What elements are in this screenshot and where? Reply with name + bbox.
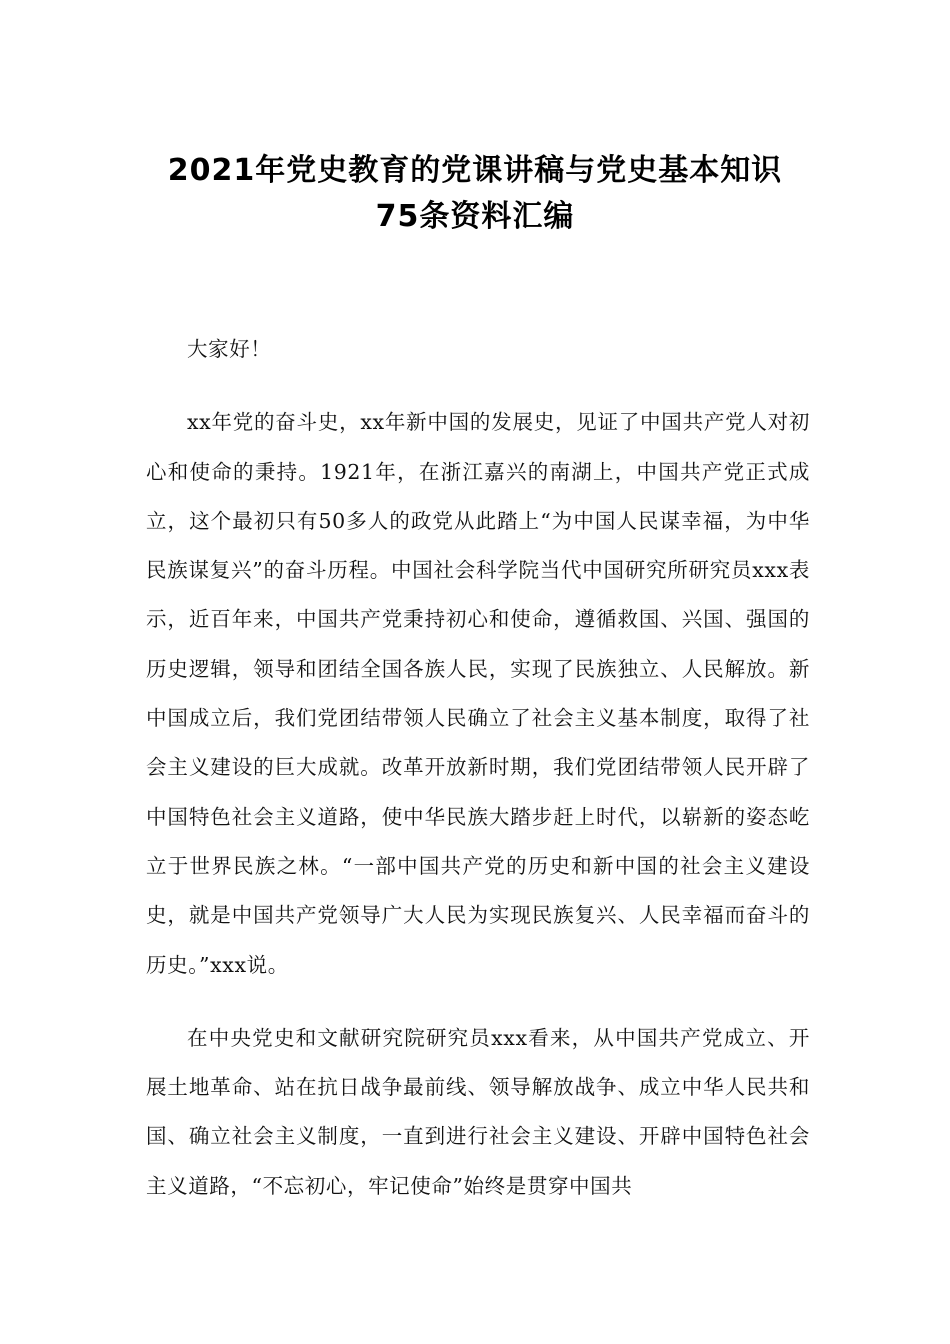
document-title [100, 148, 850, 240]
document-body [146, 325, 810, 1211]
title-line-2: 75条资料汇编 [375, 199, 575, 235]
body-paragraph-1: xx年党的奋斗史，xx年新中国的发展史，见证了中国共产党人对初心和使命的秉持。1921年，在浙江嘉兴的南湖上，中国共产党正式成立，这个最初只有50多人的政党从此踏上“为中国人民谋幸福，为中华民族谋复兴”的奋斗历程。中国社会科学院当代中国研究所研究员xxx表示，近百年来，中国共产党秉持初心和使命，遵循救国、兴国、强国的历史逻辑，领导和团结全国各族人民，实现了民族独立、人民解放。新中国成立后，我们党团结带领人民确立了社会主义基本制度，取得了社会主义建设的巨大成就。改革开放新时期，我们党团结带领人民开辟了中国特色社会主义道路，使中华民族大踏步赶上时代，以崭新的姿态屹立于世界民族之林。“一部中国共产党的历史和新中国的社会主义建设史，就是中国共产党领导广大人民为实现民族复兴、人民幸福而奋斗的历史。”xxx说。 [146, 410, 810, 977]
body-paragraph-2: 在中央党史和文献研究院研究员xxx看来，从中国共产党成立、开展土地革命、站在抗日战争最前线、领导解放战争、成立中华人民共和国、确立社会主义制度，一直到进行社会主义建设、开辟中国特色社会主义道路，“不忘初心，牢记使命”始终是贯穿中国共 [146, 1025, 810, 1198]
greeting-paragraph: 大家好！ [187, 337, 272, 361]
title-line-1: 2021年党史教育的党课讲稿与党史基本知识 [167, 153, 783, 189]
